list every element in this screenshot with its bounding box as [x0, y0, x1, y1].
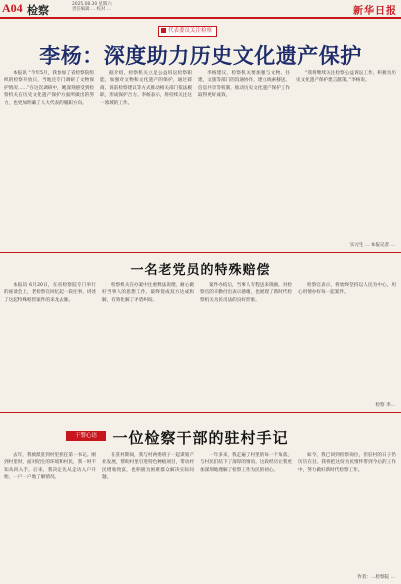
article-2-column-2: 检察机关在办案中注重释法说理，耐心做好当事人的思想工作，最终促成双方达成和解，有效化解了矛盾纠纷。 [102, 283, 194, 303]
article-3-column-2: 在驻村期间，我与村两委班子一起谋划产业发展，帮助村里引进特色种植项目，带动村民增收致富，也积极为困难群众解决实际问题。 [102, 453, 194, 481]
article-1-headline: 李杨：深度助力历史文化遗产保护 [39, 44, 362, 68]
article-2-byline: 检察 李... [375, 403, 395, 408]
page-number: A04 [2, 1, 23, 15]
article-2-column-3: 案件办结后，当事人专程送来锦旗，对检察官的辛勤付出表示感谢，也展现了新时代检察机关为民司法的良好形象。 [200, 283, 292, 303]
article-1-column-1: 本报讯 “今年5月，我参加了省检察院组织的检察开放日，当地还专门调研了文物保护情况……”在这次调研中，她深刻感受到检察机关在历史文化遗产保护方面所做出的努力，也更加明确了人大代表的履职方向。 [4, 71, 94, 106]
masthead [0, 0, 401, 19]
article-1-column-2: 据介绍，检察机关立足公益诉讼检察职能，加强对文物和文化遗产的保护，通过磋商、诉前检察建议等方式推动相关部门依法履职，形成保护合力。李杨表示，将持续关注这一领域的工作。 [100, 71, 192, 106]
article-3-byline: 作者：...检察院 ... [357, 575, 395, 580]
article-1-column-3: 李杨建议，检察机关要加强与文物、住建、文旅等部门的沟通协作，建立线索移送、信息共享等机制，推动历史文化遗产保护工作取得更好成效。 [198, 71, 290, 99]
article-3-column-3: 一年多来，我走遍了村里的每一个角落，与村民们结下了深厚的情谊。这段经历让我更加深刻地理解了检察工作为民的初心。 [200, 453, 292, 473]
square-icon [161, 28, 166, 33]
article-2-column-1: 本报讯 6月20日，在省检察院专门举行的座谈会上，老检察官回忆起一段往事，讲述了这起特殊赔偿案件的来龙去脉。 [4, 283, 96, 303]
article-2-column-4: 检察官表示，将始终坚持以人民为中心，用心用情办好每一起案件。 [298, 283, 396, 296]
article-1-column-4: “我将继续关注检察公益诉讼工作，积极为历史文化遗产保护建言献策。”李杨说。 [296, 71, 396, 84]
article-3-headline: 一位检察干部的驻村手记 [112, 429, 289, 447]
date-line: 2025.08.30 星期六 责任编辑 ... 校对 ... [72, 2, 112, 12]
article-3-column-4: 如今，我已回到检察岗位，但驻村的日子仍历历在目。我将把这份为民情怀带到今后的工作中，努力做好新时代检察工作。 [298, 453, 396, 473]
article-1-byline: 实习生 ... 本报记者 ... [349, 243, 395, 248]
newspaper-logo: 新华日报 [353, 6, 397, 17]
divider [0, 252, 401, 253]
article-kicker: 代表委员关注检察 [158, 26, 217, 37]
article-3-column-1: 去年，我被派驻到村里担任第一书记。刚到村里时，面对陌生的环境和村民，我一时不知从何入手。后来，我决定先从走访入户开始，一户一户地了解情况。 [4, 453, 96, 481]
article-2-headline: 一名老党员的特殊赔偿 [130, 263, 271, 278]
section-name: 检察 [27, 4, 49, 17]
divider [0, 412, 401, 413]
section-tag: 干警心语 [66, 431, 106, 441]
